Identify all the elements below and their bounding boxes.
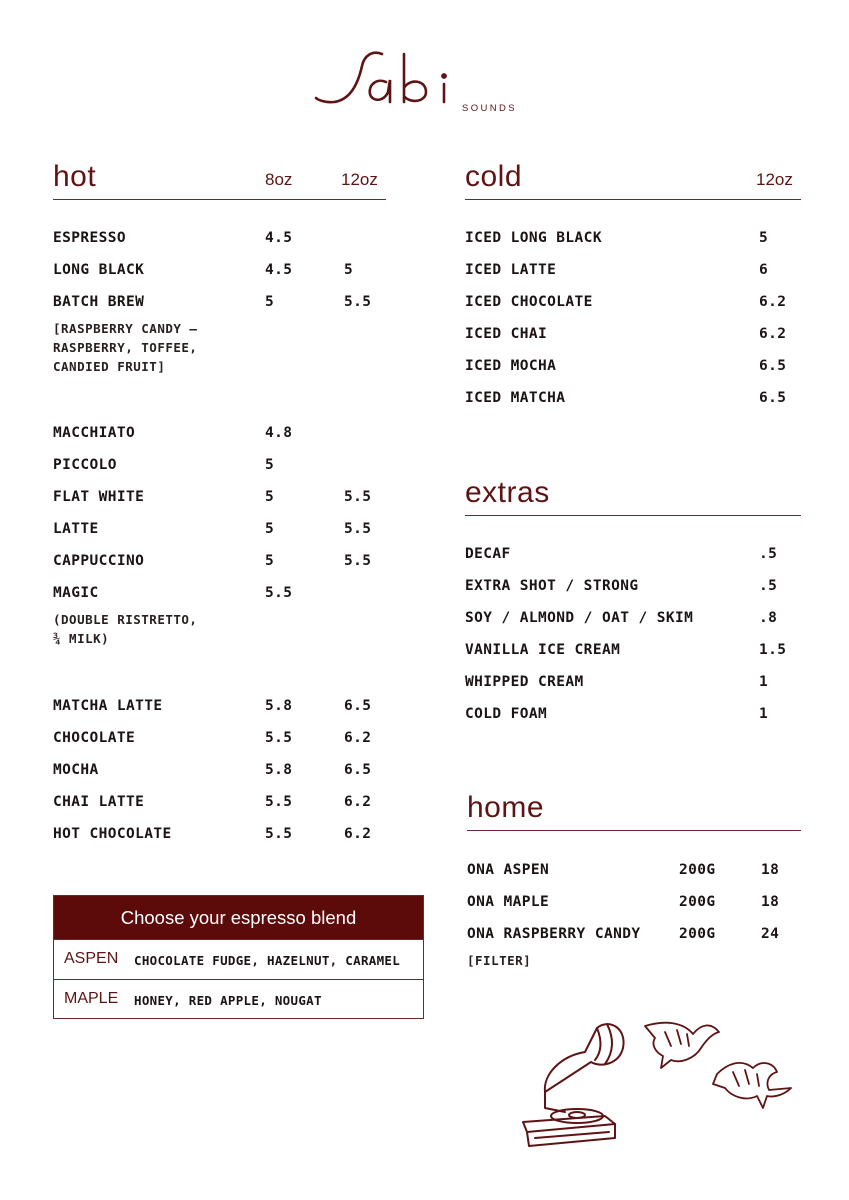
item-weight: 200G [679,926,716,942]
item-price: 6.2 [759,326,787,342]
item-price: .8 [759,610,778,626]
item-name: CAPPUCCINO [53,553,145,569]
item-name: ICED LONG BLACK [465,230,602,246]
item-name: MAGIC [53,585,99,601]
hot-title: hot [53,160,97,193]
item-name: MACCHIATO [53,425,136,441]
item-name: EXTRA SHOT / STRONG [465,578,639,594]
item-price: .5 [759,578,778,594]
price-8oz: 5 [265,553,275,569]
item-price: 18 [761,894,780,910]
item-name: ONA RASPBERRY CANDY [467,926,641,942]
price-12oz: 5.5 [344,521,372,537]
item-name: ICED CHAI [465,326,548,342]
price-8oz: 5 [265,294,275,310]
right-column [465,160,801,968]
item-name: LONG BLACK [53,262,145,278]
price-12oz: 5.5 [344,553,372,569]
cold-title: cold [465,160,523,193]
extras-header [465,476,801,516]
blend-notes: CHOCOLATE FUDGE, HAZELNUT, CARAMEL [134,953,401,968]
gramophone-icon [523,1024,624,1146]
filter-note: [FILTER] [467,953,532,968]
size-12oz-label: 12oz [341,170,378,189]
item-name: ESPRESSO [53,230,127,246]
note-line: CANDIED FRUIT] [53,359,166,374]
price-12oz: 6.5 [344,762,372,778]
item-price: .5 [759,546,778,562]
item-weight: 200G [679,862,716,878]
item-name: ONA MAPLE [467,894,550,910]
item-name: VANILLA ICE CREAM [465,642,621,658]
hot-header [53,160,386,200]
logo-sub: SOUNDS [462,103,518,114]
price-12oz: 6.2 [344,826,372,842]
price-8oz: 5 [265,521,275,537]
item-price: 1.5 [759,642,787,658]
item-price: 1 [759,674,769,690]
item-weight: 200G [679,894,716,910]
item-name: ICED MOCHA [465,358,557,374]
home-title: home [467,791,545,824]
price-8oz: 4.5 [265,230,293,246]
blend-name: ASPEN [64,950,119,967]
price-8oz: 5 [265,457,275,473]
sabi-sounds-logo [312,44,542,116]
item-name: BATCH BREW [53,294,145,310]
price-8oz: 5.5 [265,794,293,810]
item-price: 6 [759,262,769,278]
price-12oz: 6.2 [344,794,372,810]
item-name: SOY / ALMOND / OAT / SKIM [465,610,694,626]
note-line: RASPBERRY, TOFFEE, [53,340,198,355]
bird-icon [645,1023,719,1068]
price-8oz: 5.5 [265,730,293,746]
item-name: CHOCOLATE [53,730,136,746]
price-8oz: 5.5 [265,585,293,601]
item-price: 6.5 [759,358,787,374]
price-8oz: 5.8 [265,762,293,778]
bird-icon [713,1063,791,1108]
price-8oz: 5 [265,489,275,505]
item-name: MOCHA [53,762,99,778]
magic-note [53,610,197,648]
item-price: 1 [759,706,769,722]
blend-name: MAPLE [64,990,119,1007]
note-line: [RASPBERRY CANDY – [53,321,198,336]
size-12oz-label: 12oz [756,170,793,189]
item-name: DECAF [465,546,511,562]
item-name: PICCOLO [53,457,117,473]
size-8oz-label: 8oz [265,170,293,189]
price-8oz: 5.8 [265,698,293,714]
cold-header [465,160,801,200]
item-name: ICED MATCHA [465,390,566,406]
item-price: 24 [761,926,780,942]
price-12oz: 5.5 [344,294,372,310]
item-name: WHIPPED CREAM [465,674,584,690]
price-12oz: 6.5 [344,698,372,714]
item-name: MATCHA LATTE [53,698,163,714]
item-name: COLD FOAM [465,706,548,722]
blend-notes: HONEY, RED APPLE, NOUGAT [134,993,322,1008]
item-price: 5 [759,230,769,246]
blend-title: Choose your espresso blend [54,896,423,939]
blend-row [54,979,423,1019]
gramophone-birds-illustration [505,1012,805,1162]
item-name: LATTE [53,521,99,537]
item-name: HOT CHOCOLATE [53,826,172,842]
price-12oz: 5 [344,262,354,278]
note-line: ¾ MILK) [53,631,110,646]
price-12oz: 6.2 [344,730,372,746]
espresso-blend-box [53,895,424,1019]
note-line: (DOUBLE RISTRETTO, [53,612,198,627]
item-name: ONA ASPEN [467,862,550,878]
price-8oz: 4.8 [265,425,293,441]
extras-title: extras [465,476,550,509]
price-8oz: 4.5 [265,262,293,278]
hot-section [53,160,386,842]
batch-brew-note [53,319,197,376]
blend-row [54,939,423,979]
logo-name: Sabi [312,44,315,45]
item-name: CHAI LATTE [53,794,145,810]
item-name: FLAT WHITE [53,489,145,505]
item-price: 6.2 [759,294,787,310]
item-price: 18 [761,862,780,878]
item-name: ICED CHOCOLATE [465,294,593,310]
item-price: 6.5 [759,390,787,406]
price-12oz: 5.5 [344,489,372,505]
item-name: ICED LATTE [465,262,557,278]
price-8oz: 5.5 [265,826,293,842]
home-header [467,791,801,831]
